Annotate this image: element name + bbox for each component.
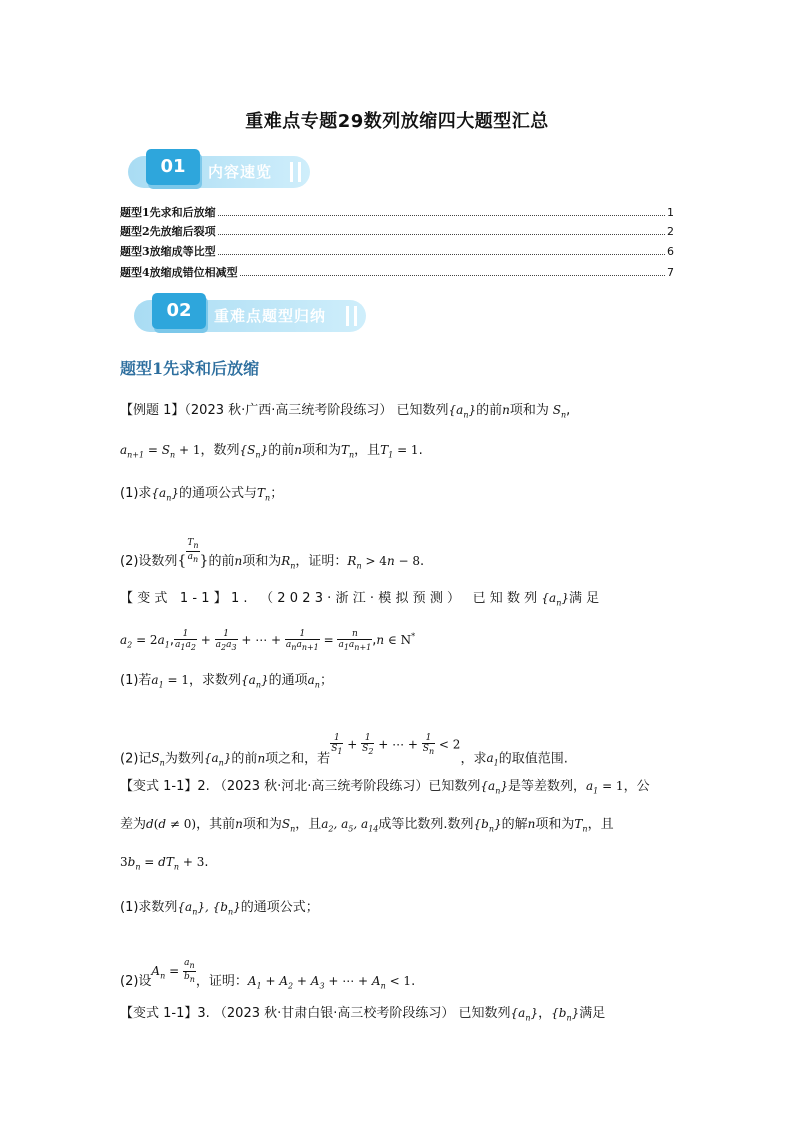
text-run: ，: [538, 1006, 552, 1021]
toc-item[interactable]: [120, 223, 674, 239]
text-run: (1)求: [120, 486, 152, 501]
text-run: 的前: [208, 553, 235, 569]
text-run: 的前: [268, 443, 295, 458]
toc-item-page: 6: [667, 245, 674, 258]
section-banner-types: [134, 296, 366, 336]
variant-label: 【变式 1-1】2. （2023 秋·河北·高三统考阶段练习）已知数列: [120, 779, 481, 794]
variant-1-condition: $a_2 = 2a_1$, $\frac{1}{a_1a_2}$ + $\frac{1}{a_2a_3}$ + ⋯ + $\frac{1}{a_na_{n+1}}$ = $\frac{n}{a_1a_{n+1}}$ ,n ∈ N*: [120, 628, 416, 652]
text-run: ，证明：: [195, 973, 248, 989]
toc-leader-dots: [218, 245, 665, 255]
variant-1-question-1: (1)若$a_1 = 1$，求数列$\{a_n\}$的通项$a_n$；: [120, 673, 333, 690]
banner-stripe: [290, 162, 293, 182]
text-run: 项之和，若: [265, 751, 331, 767]
toc-leader-dots: [218, 206, 665, 216]
page-title: 重难点专题29数列放缩四大题型汇总: [245, 111, 549, 132]
banner-stripe: [346, 306, 349, 326]
banner-number-badge: 02: [152, 293, 206, 329]
text-run: 的前: [231, 751, 258, 767]
toc-item[interactable]: [120, 243, 674, 259]
toc-item-page: 1: [667, 206, 674, 219]
toc-item-page: 2: [667, 225, 674, 238]
banner-stripe: [354, 306, 357, 326]
text-run: 成等比数列.数列: [378, 817, 474, 832]
text-run: ，且: [587, 817, 614, 832]
text-run: 项和为: [509, 403, 549, 418]
toc-leader-dots: [218, 225, 665, 235]
variant-2-statement-line3: $3b_n = dT_n + 3$.: [120, 855, 209, 872]
text-run: (1)若: [120, 673, 152, 688]
variant-label: 【变式 1-1】1. （2023·浙江·模拟预测） 已知数列: [120, 591, 542, 606]
toc-item-text: 题型4放缩成错位相减型: [120, 266, 238, 279]
example-1-statement-line2: $a_{n+1} = S_n + 1$，数列$\{S_n\}$的前n项和为$T_n$，且$T_1 = 1$.: [120, 443, 423, 460]
text-run: 的通项公式与: [179, 486, 258, 501]
variant-1-question-2: (2)记$S_n$为数列$\{a_n\}$的前n项之和，若 $\frac{1}{S_1}$ + $\frac{1}{S_2}$ + ⋯ + $\frac{1}{S_n}$ < 2，求$a_1$的取值范围.: [120, 733, 568, 768]
text-run: (1)求数列: [120, 900, 178, 915]
text-run: ，数列: [200, 443, 240, 458]
variant-2-statement: 【变式 1-1】2. （2023 秋·河北·高三统考阶段练习）已知数列$\{a_n\}$是等差数列，$a_1 = 1$，公: [120, 779, 650, 796]
text-run: 项和为: [242, 817, 282, 832]
text-run: ，公: [623, 779, 650, 794]
text-run: 的解: [501, 817, 528, 832]
toc-leader-dots: [240, 266, 665, 276]
text-run: 的取值范围.: [498, 751, 568, 767]
text-run: (2)设数列: [120, 553, 178, 569]
variant-1-statement: 【变式 1-1】1. （2023·浙江·模拟预测） 已知数列$\{a_n\}$满足: [120, 591, 604, 608]
text-run: 项和为: [242, 553, 282, 569]
toc-item[interactable]: [120, 264, 674, 280]
variant-3-statement: 【变式 1-1】3. （2023 秋·甘肃白银·高三校考阶段练习） 已知数列$\{a_n\}$，$\{b_n\}$满足: [120, 1006, 606, 1023]
banner-stripe: [298, 162, 301, 182]
text-run: ，其前: [196, 817, 236, 832]
toc-item-page: 7: [667, 266, 674, 279]
variant-2-question-1: (1)求数列$\{a_n\}$, $\{b_n\}$的通项公式；: [120, 900, 319, 917]
text-run: 为数列: [164, 751, 204, 767]
section-heading: 题型1先求和后放缩: [120, 359, 260, 378]
text-run: 满足: [568, 591, 604, 606]
banner-label: 重难点题型归纳: [214, 307, 327, 325]
text-run: ，且: [295, 817, 322, 832]
variant-2-question-2: (2)设$A_n$ = $\frac{a_n}{b_n}$ ，证明：$A_1 + A_2 + A_3$ + ⋯ + $A_n < 1$.: [120, 958, 416, 991]
example-1-statement: 【例题 1】（2023 秋·广西·高三统考阶段练习） 已知数列$\{a_n\}$的前n项和为 $S_n$,: [120, 403, 571, 420]
toc-item[interactable]: [120, 204, 674, 220]
text-run: 的通项公式；: [240, 900, 319, 915]
banner-label: 内容速览: [208, 163, 273, 181]
text-run: (2)记: [120, 751, 152, 767]
toc-item-text: 题型1先求和后放缩: [120, 206, 216, 219]
toc-item-text: 题型3放缩成等比型: [120, 245, 216, 258]
text-run: ，证明：: [295, 553, 348, 569]
variant-label: 【变式 1-1】3. （2023 秋·甘肃白银·高三校考阶段练习） 已知数列: [120, 1006, 511, 1021]
text-run: 项和为: [301, 443, 341, 458]
text-run: 的通项: [268, 673, 308, 688]
text-run: 是等差数列，: [507, 779, 586, 794]
text-run: (2)设: [120, 973, 152, 989]
variant-2-statement-line2: 差为d(d ≠ 0)，其前n项和为$S_n$，且$a_2$, $a_5$, $a_{14}$成等比数列.数列$\{b_n\}$的解n项和为$T_n$，且: [120, 817, 614, 834]
banner-number-badge: 01: [146, 149, 200, 185]
text-run: ，且: [354, 443, 381, 458]
text-run: 的前: [476, 403, 503, 418]
text-run: 项和为: [535, 817, 575, 832]
text-run: ，求: [460, 751, 487, 767]
section-banner-overview: [128, 152, 310, 192]
toc-item-text: 题型2先放缩后裂项: [120, 225, 216, 238]
text-run: 满足: [579, 1006, 606, 1021]
example-label: 【例题 1】（2023 秋·广西·高三统考阶段练习） 已知数列: [120, 403, 449, 418]
text-run: ，求数列: [189, 673, 242, 688]
example-1-question-1: (1)求$\{a_n\}$的通项公式与$T_n$；: [120, 486, 284, 503]
example-1-question-2: (2)设数列{ $\frac{T_n}{a_n}$ }的前n项和为$R_n$，证明：$R_n > 4n - 8$.: [120, 538, 425, 571]
text-run: 差为: [120, 817, 147, 832]
